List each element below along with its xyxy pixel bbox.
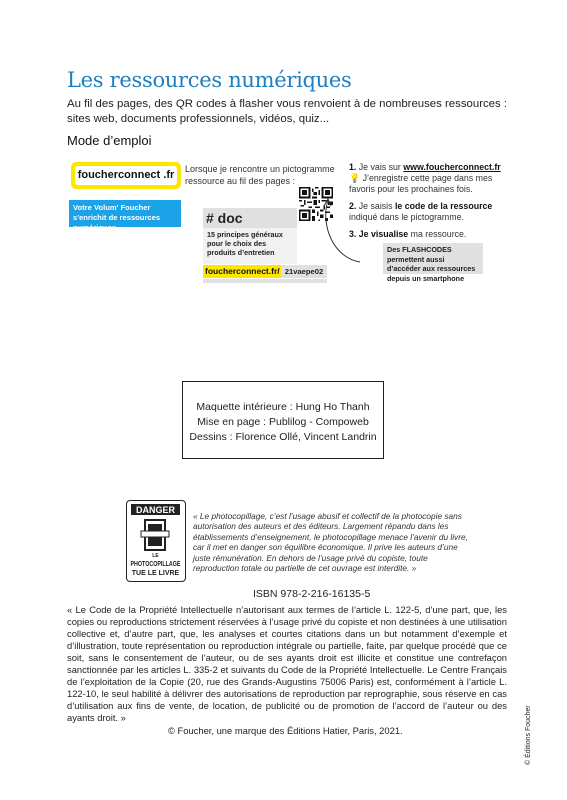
doc-code: 21vaepe02	[281, 265, 327, 278]
step-3	[349, 229, 509, 240]
danger-logo-graphic	[127, 501, 184, 580]
credits-box	[182, 381, 384, 459]
danger-logo-tue: TUE LE LIVRE	[131, 570, 180, 577]
step-2-number: 2.	[349, 201, 357, 211]
doc-divider	[203, 279, 327, 283]
foucherconnect-link[interactable]: www.foucherconnect.fr	[403, 162, 501, 172]
danger-logo-top: DANGER	[135, 505, 176, 515]
danger-photocopillage-logo	[126, 500, 186, 582]
step-3-text-b: ma ressource.	[408, 229, 467, 239]
pictogram-intro: Lorsque je rencontre un pictogramme ressource au fil des pages :	[185, 164, 335, 186]
page-title: Les ressources numériques	[67, 68, 352, 92]
step-3-number: 3.	[349, 229, 357, 239]
flashcodes-note: Des FLASHCODES permettent aussi d’accéder aux ressources depuis un smartphone	[383, 243, 483, 274]
step-1-text-a: Je vais sur	[356, 162, 404, 172]
step-2	[349, 201, 509, 223]
step-1-text-b: J’enregistre cette page dans mes favoris pour les prochaines fois.	[349, 173, 493, 194]
legal-notice: « Le Code de la Propriété Intellectuelle n’autorisant aux termes de l’article L. 122-5, d’une part, que, les copies ou reproductions strictement réservées à l’usage privé du copiste et non destinées à une utilisation collective et, d’autre part, que, les analyses et courtes citations dans un but notamment d’exemple et d’illustration, toute représentation ou reproduction intégrale ou partielle, faite, par quelque procédé que ce soit, sans le consentement de l’auteur, ou de ses ayants droit est illicite et constitue une contrefaçon sanctionnée par les articles L. 335-2 et suivants du Code de la Propriété Intellectuelle. Le Centre Français de l’exploitation de la Copie (20, rue des Grands-Augustins 75006 Paris) est, conformément à l’article L. 122-10, le seul habilité à délivrer des autorisations de reproduction par reprographie, sous réserve en cas d’utilisation aux fins de vente, de location, de publicité ou de promotion de l’accord de l’auteur ou des ayants droit. »	[67, 604, 507, 723]
side-credit: © Éditions Foucher	[525, 705, 532, 765]
step-2-text-a: Je saisis	[356, 201, 395, 211]
doc-body: 15 principes généraux pour le choix des produits d’entretien	[203, 228, 297, 264]
foucherconnect-logo	[71, 162, 181, 189]
isbn: ISBN 978-2-216-16135-5	[253, 588, 371, 600]
step-1	[349, 162, 509, 195]
intro-paragraph: Au fil des pages, des QR codes à flasher vous renvoient à de nombreuses ressources : sites web, documents professionnels, vidéos, quiz...	[67, 98, 508, 125]
mode-heading: Mode d’emploi	[67, 133, 152, 148]
lightbulb-icon: 💡	[349, 173, 361, 183]
danger-logo-photocopillage: PHOTOCOPILLAGE	[130, 561, 181, 568]
danger-logo-le: LE	[152, 553, 159, 559]
foucherconnect-tagline: Votre Volum' Foucher s'enrichit de ressources numériques	[69, 200, 181, 227]
step-1-number: 1.	[349, 162, 357, 172]
photocopillage-quote: « Le photocopillage, c’est l’usage abusif et collectif de la photocopie sans autorisation des auteurs et des éditeurs. Largement répandu dans les établissements d’enseignement, le photocopillage menace l’avenir du livre, car il met en danger son équilibre économique. Il prive les auteurs d’une juste rémunération. En dehors de l’usage privé du copiste, toute reproduction totale ou partielle de cet ouvrage est interdite. »	[193, 511, 468, 574]
step-3-bold: Je visualise	[356, 229, 409, 239]
doc-heading: # doc	[203, 208, 297, 228]
credit-drawings: Dessins : Florence Ollé, Vincent Landrin	[189, 431, 377, 443]
copyright: © Foucher, une marque des Éditions Hatier, Paris, 2021.	[168, 725, 403, 736]
step-2-text-b: indiqué dans le pictogramme.	[349, 212, 464, 222]
doc-link: foucherconnect.fr/	[205, 266, 280, 276]
instructions	[349, 162, 509, 246]
credit-page-setup: Mise en page : Publilog - Compoweb	[197, 416, 369, 428]
step-2-bold: le code de la ressource	[394, 201, 493, 211]
foucherconnect-logo-text: foucherconnect .fr	[75, 166, 177, 185]
credit-layout: Maquette intérieure : Hung Ho Thanh	[196, 401, 370, 413]
